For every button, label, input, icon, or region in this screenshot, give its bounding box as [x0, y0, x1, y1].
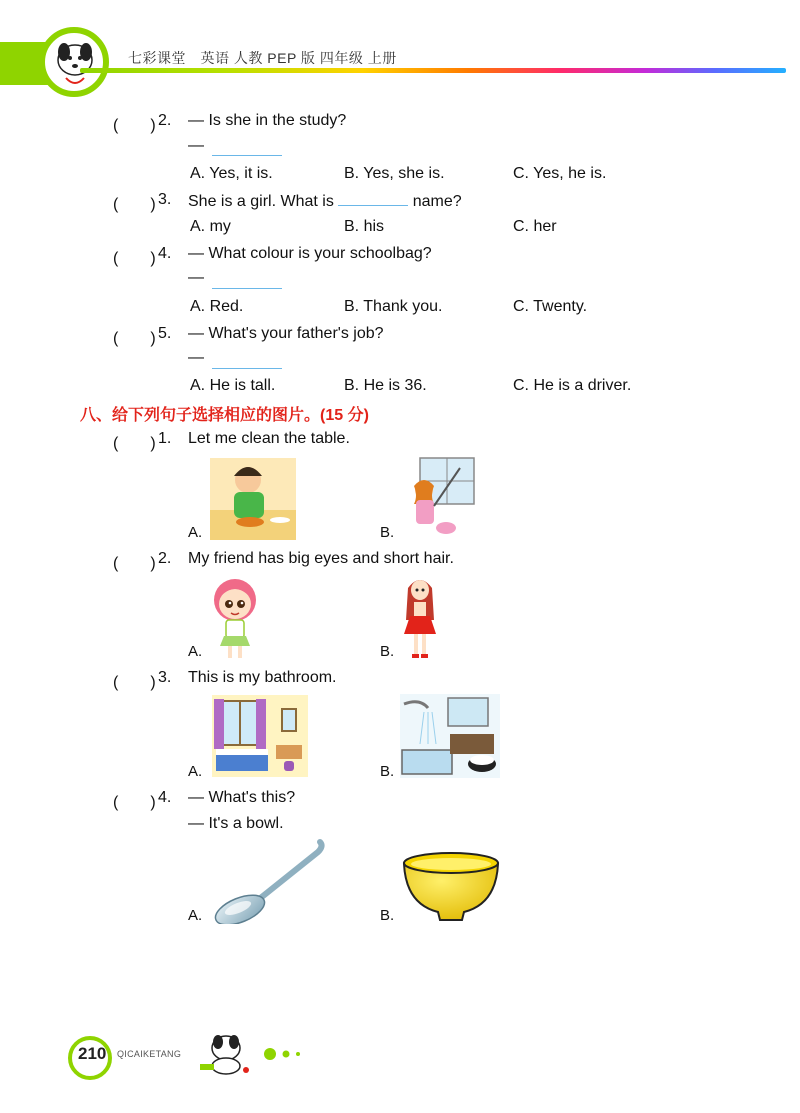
page-number: 210	[78, 1044, 107, 1063]
answer-paren[interactable]: ( )	[113, 117, 156, 134]
question-number: 5.	[158, 325, 172, 342]
question-number: 4.	[158, 789, 172, 806]
girl-short-hair-picture[interactable]	[210, 576, 260, 662]
picture-label-a: A.	[188, 907, 203, 924]
answer-dash: —	[188, 349, 204, 366]
question-text: — What's this?	[188, 789, 296, 806]
girl-cleaning-window-picture[interactable]	[400, 456, 476, 540]
answer-paren[interactable]: ( )	[113, 196, 156, 213]
question-text: — What's your father's job?	[188, 325, 384, 342]
option-b: B. Thank you.	[344, 298, 443, 315]
picture-label-a: A.	[188, 763, 203, 780]
answer-paren[interactable]: ( )	[113, 250, 156, 267]
option-c: C. He is a driver.	[513, 377, 632, 394]
option-a: A. Yes, it is.	[190, 165, 273, 182]
header-decoration	[0, 0, 800, 100]
answer-blank[interactable]	[212, 155, 282, 156]
answer-dash: —	[188, 137, 204, 154]
fill-blank[interactable]	[338, 191, 408, 206]
footer-dots-decoration	[262, 1046, 306, 1062]
question-number: 3.	[158, 669, 172, 686]
option-c: C. Twenty.	[513, 298, 588, 315]
question-text	[188, 191, 462, 211]
option-c: C. Yes, he is.	[513, 165, 607, 182]
question-text: This is my bathroom.	[188, 669, 337, 686]
question-number: 1.	[158, 430, 172, 447]
footer-brand: QICAIKETANG	[117, 1049, 182, 1059]
boy-cleaning-table-picture[interactable]	[210, 458, 296, 540]
question-text: — Is she in the study?	[188, 112, 347, 129]
option-b: B. He is 36.	[344, 377, 427, 394]
spoon-picture[interactable]	[212, 838, 326, 924]
answer-paren[interactable]: ( )	[113, 555, 156, 572]
option-a: A. Red.	[190, 298, 244, 315]
answer-dash: —	[188, 269, 204, 286]
option-b: B. Yes, she is.	[344, 165, 445, 182]
option-a: A. He is tall.	[190, 377, 276, 394]
question-text: Let me clean the table.	[188, 430, 350, 447]
question-answer-text: — It's a bowl.	[188, 815, 284, 832]
picture-label-a: A.	[188, 524, 203, 541]
picture-label-a: A.	[188, 643, 203, 660]
question-text-after: name?	[412, 193, 462, 210]
question-text: — What colour is your schoolbag?	[188, 245, 432, 262]
girl-long-hair-picture[interactable]	[402, 574, 438, 662]
answer-blank[interactable]	[212, 368, 282, 369]
answer-paren[interactable]: ( )	[113, 674, 156, 691]
header-title: 七彩课堂 英语 人教 PEP 版 四年级 上册	[128, 50, 397, 66]
answer-paren[interactable]: ( )	[113, 330, 156, 347]
picture-label-b: B.	[380, 907, 395, 924]
question-number: 2.	[158, 112, 172, 129]
footer-mascot-icon	[196, 1030, 256, 1076]
question-number: 3.	[158, 191, 172, 208]
picture-label-b: B.	[380, 524, 395, 541]
question-text: My friend has big eyes and short hair.	[188, 550, 454, 567]
section-heading: 八、给下列句子选择相应的图片。(15 分)	[80, 407, 369, 424]
picture-label-b: B.	[380, 643, 395, 660]
header-rainbow-rule	[80, 68, 786, 73]
bowl-picture[interactable]	[400, 850, 502, 924]
question-number: 4.	[158, 245, 172, 262]
question-number: 2.	[158, 550, 172, 567]
option-c: C. her	[513, 218, 557, 235]
answer-paren[interactable]: ( )	[113, 794, 156, 811]
picture-label-b: B.	[380, 763, 395, 780]
answer-blank[interactable]	[212, 288, 282, 289]
bedroom-picture[interactable]	[212, 695, 308, 777]
answer-paren[interactable]: ( )	[113, 435, 156, 452]
question-text-before: She is a girl. What is	[188, 193, 334, 210]
bathroom-picture[interactable]	[400, 694, 500, 778]
option-b: B. his	[344, 218, 385, 235]
option-a: A. my	[190, 218, 231, 235]
